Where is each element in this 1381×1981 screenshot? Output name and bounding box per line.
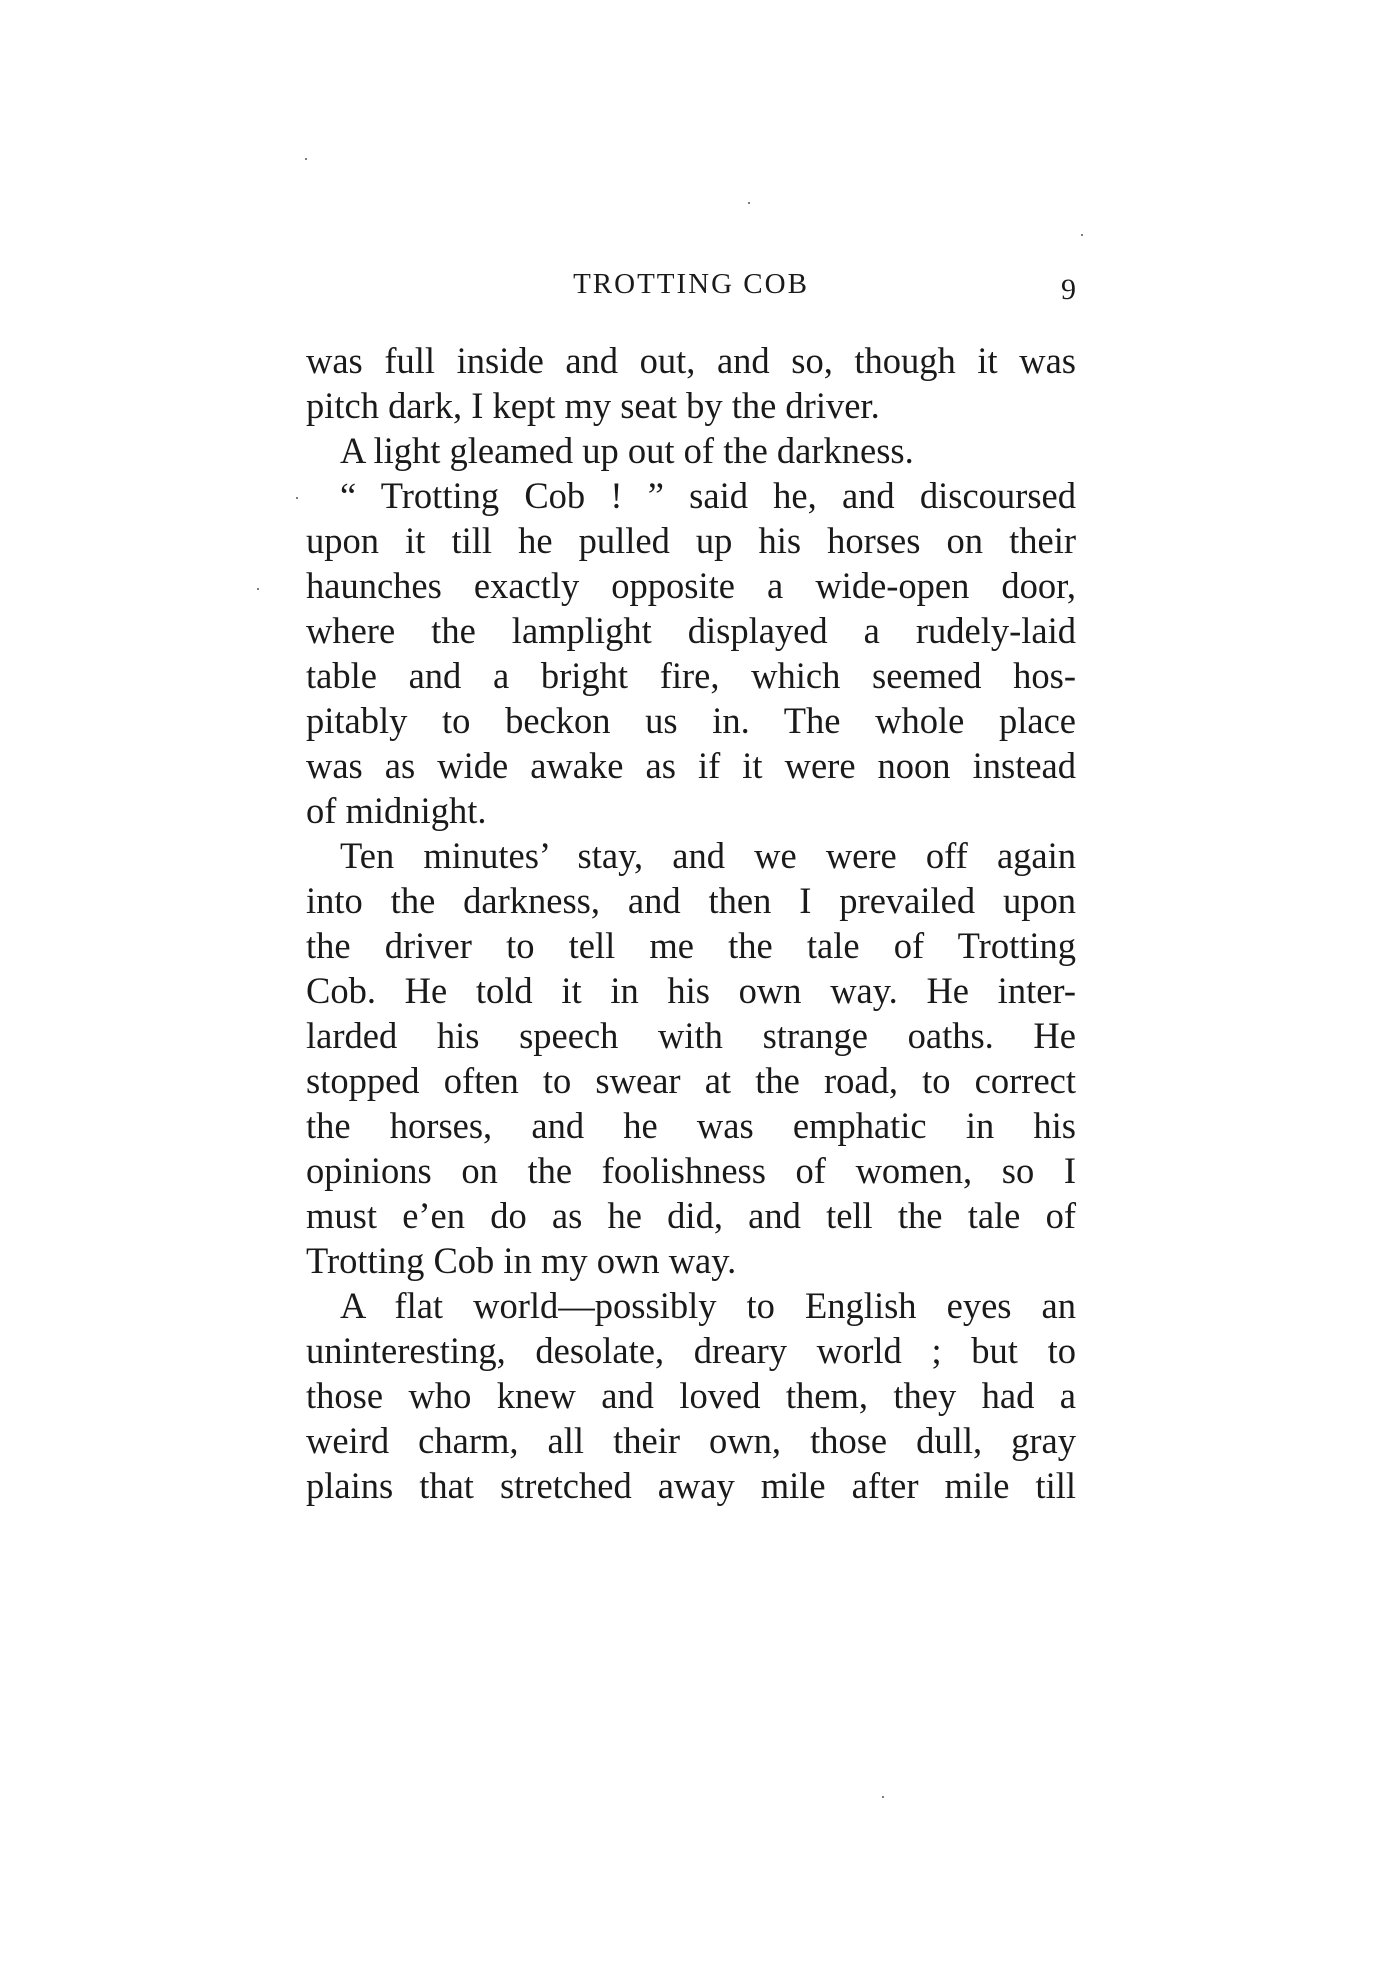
text-line: where the lamplight displayed a rudely-laid — [306, 610, 1076, 651]
text-line: uninteresting, desolate, dreary world ; but to — [306, 1330, 1076, 1371]
text-line: the horses, and he was emphatic in his — [306, 1105, 1076, 1146]
text-line: weird charm, all their own, those dull, gray — [306, 1420, 1076, 1461]
text-line: of midnight. — [306, 790, 487, 831]
text-line: plains that stretched away mile after mile till — [306, 1465, 1076, 1506]
print-speck — [257, 588, 259, 590]
text-line: larded his speech with strange oaths. He — [306, 1015, 1076, 1056]
running-head — [306, 262, 1076, 306]
text-line: A flat world—possibly to English eyes an — [340, 1285, 1076, 1326]
print-speck — [296, 497, 298, 499]
running-title: TROTTING COB — [573, 268, 809, 300]
text-line: table and a bright fire, which seemed hos- — [306, 655, 1076, 696]
text-line: pitably to beckon us in. The whole place — [306, 700, 1076, 741]
print-speck — [305, 158, 307, 160]
print-speck — [748, 202, 750, 204]
text-line: “ Trotting Cob ! ” said he, and discoursed — [340, 475, 1076, 516]
text-line: haunches exactly opposite a wide-open door, — [306, 565, 1076, 606]
text-line: was full inside and out, and so, though it was — [306, 340, 1076, 381]
text-line: the driver to tell me the tale of Trotting — [306, 925, 1076, 966]
text-line: must e’en do as he did, and tell the tale of — [306, 1195, 1076, 1236]
body-text — [306, 338, 1076, 1508]
text-line: Ten minutes’ stay, and we were off again — [340, 835, 1076, 876]
page-number: 9 — [1061, 273, 1076, 306]
text-line: into the darkness, and then I prevailed upon — [306, 880, 1076, 921]
print-speck — [1081, 234, 1083, 236]
text-line: was as wide awake as if it were noon instead — [306, 745, 1076, 786]
text-line: Cob. He told it in his own way. He inter- — [306, 970, 1076, 1011]
text-line: upon it till he pulled up his horses on their — [306, 520, 1076, 561]
text-line: Trotting Cob in my own way. — [306, 1240, 737, 1281]
text-line: opinions on the foolishness of women, so I — [306, 1150, 1076, 1191]
text-line: those who knew and loved them, they had a — [306, 1375, 1076, 1416]
text-line: stopped often to swear at the road, to correct — [306, 1060, 1076, 1101]
text-line: pitch dark, I kept my seat by the driver. — [306, 385, 880, 426]
text-line: A light gleamed up out of the darkness. — [340, 430, 914, 471]
print-speck — [882, 1796, 884, 1798]
